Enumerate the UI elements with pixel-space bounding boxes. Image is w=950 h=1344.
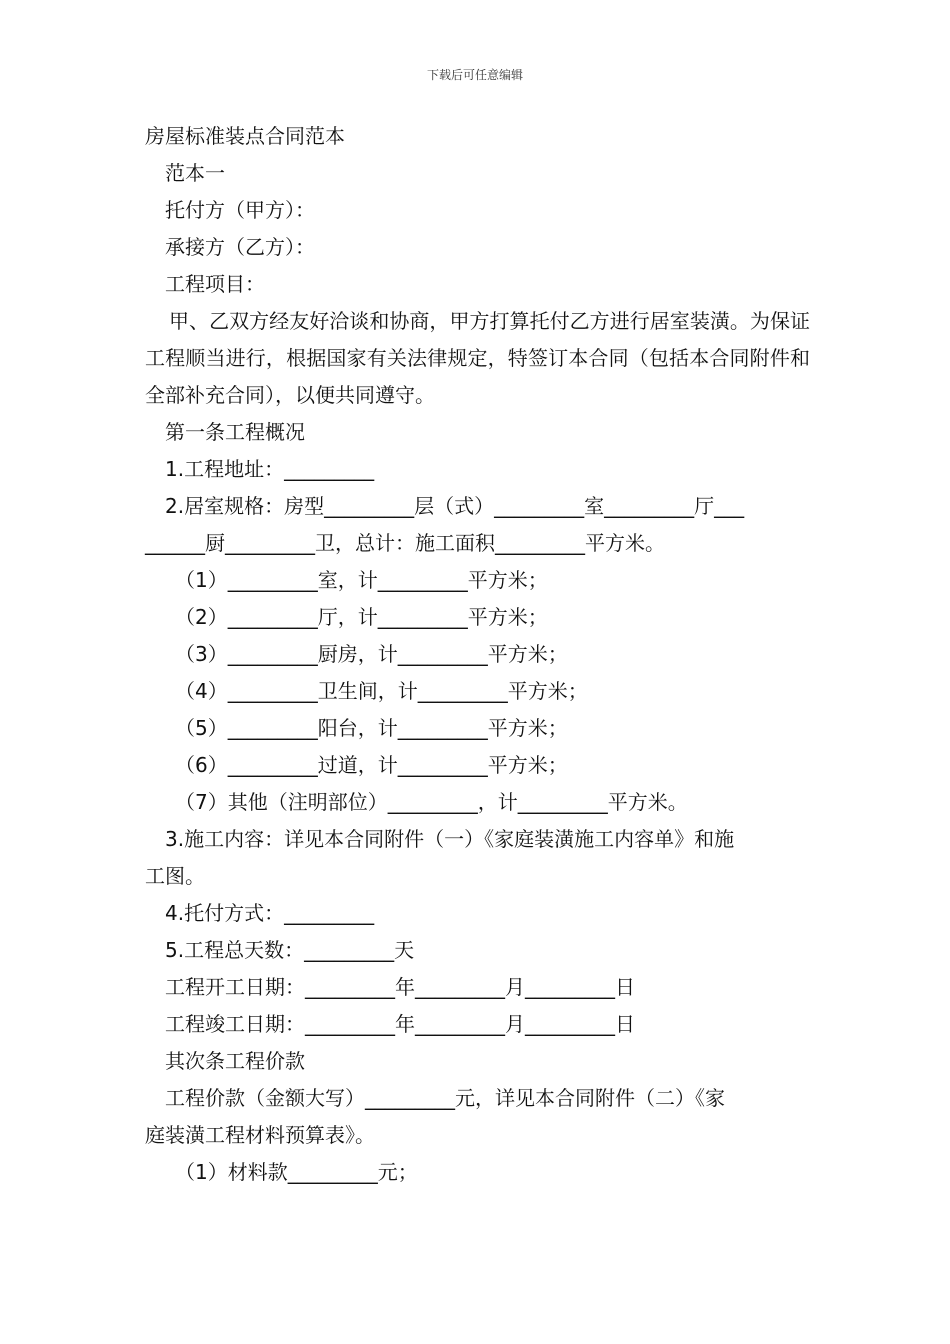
days-line: 5.工程总天数：_________天 [165,938,415,962]
spec-line-2: ______厨_________卫，总计：施工面积_________平方米。 [145,531,665,555]
price-line-2: 庭装潢工程材料预算表》。 [145,1123,375,1147]
room-item: （5）_________阳台，计_________平方米； [175,716,568,740]
project-line: 工程项目： [165,272,265,296]
room-item: （4）_________卫生间，计_________平方米； [175,679,588,703]
method-line: 4.托付方式：_________ [165,901,375,925]
address-line: 1.工程地址：_________ [165,457,375,481]
room-item: （7）其他（注明部位）_________，计_________平方米。 [175,790,688,814]
spec-line-1: 2.居室规格：房型_________层（式）_________室_________厅___ [165,494,745,518]
party-a-line: 托付方（甲方）： [165,198,315,222]
article-1-title: 第一条工程概况 [165,420,305,444]
material-line: （1）材料款_________元； [175,1160,418,1184]
start-date-line: 工程开工日期：_________年_________月_________日 [165,975,635,999]
end-date-line: 工程竣工日期：_________年_________月_________日 [165,1012,635,1036]
price-line-1: 工程价款（金额大写）_________元，详见本合同附件（二）《家 [165,1086,725,1110]
room-item: （1）_________室，计_________平方米； [175,568,548,592]
document-body [145,118,810,1191]
room-item: （6）_________过道，计_________平方米； [175,753,568,777]
room-item: （3）_________厨房，计_________平方米； [175,642,568,666]
document-title: 房屋标准装点合同范本 [145,124,345,148]
article-2-title: 其次条工程价款 [165,1049,305,1073]
content-line-1: 3.施工内容：详见本合同附件（一）《家庭装潢施工内容单》和施 [165,827,735,851]
sample-label: 范本一 [165,161,225,185]
page-header: 下载后可任意编辑 [426,68,523,82]
content-line-2: 工图。 [145,864,205,888]
intro-paragraph: 甲、乙双方经友好洽谈和协商，甲方打算托付乙方进行居室装潢。为保证工程顺当进行，根据国家有关法律规定，特签订本合同（包括本合同附件和全部补充合同），以便共同遵守。 [145,309,810,407]
room-item: （2）_________厅，计_________平方米； [175,605,548,629]
party-b-line: 承接方（乙方）： [165,235,315,259]
